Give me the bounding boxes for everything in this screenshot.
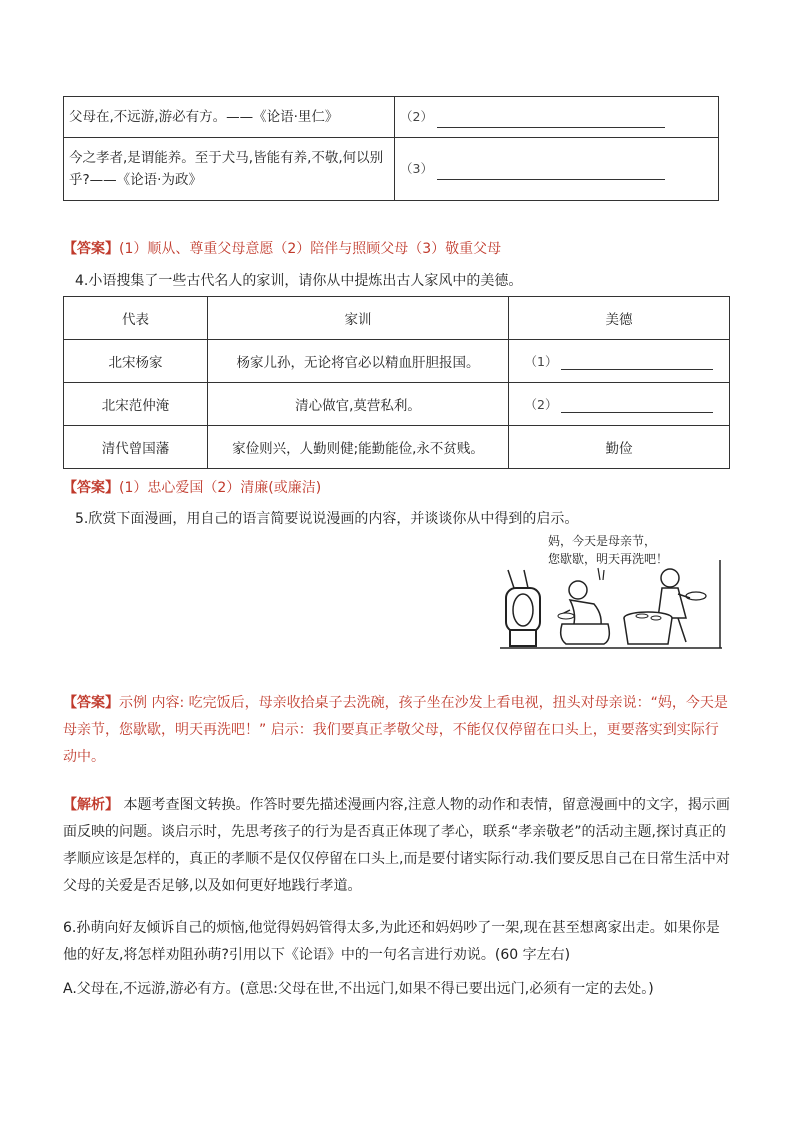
- caption-line: 妈，今天是母亲节，: [548, 534, 657, 548]
- answer-blank[interactable]: [437, 164, 665, 180]
- tv-icon: [506, 570, 540, 646]
- cartoon-illustration: [500, 532, 722, 654]
- cartoon-drawing: [500, 560, 722, 654]
- quote-table: [63, 96, 719, 201]
- blank-number: （1）: [524, 354, 558, 369]
- table-row: [64, 97, 719, 138]
- table-icon: [624, 612, 672, 644]
- analysis-5: [63, 792, 731, 900]
- answer-blank[interactable]: [561, 354, 713, 370]
- table-header-row: [64, 297, 730, 340]
- answer-label: 【答案】: [63, 480, 119, 496]
- caption-line: 您歇歇，明天再洗吧！: [548, 552, 669, 566]
- rep-cell: 清代曾国藩: [64, 426, 208, 469]
- child-figure: [558, 568, 609, 644]
- answer-blank[interactable]: [437, 112, 665, 128]
- table-row: [64, 340, 730, 383]
- motto-cell: 家俭则兴，人勤则健;能勤能俭,永不贫贱。: [208, 426, 509, 469]
- blank-cell: [395, 97, 719, 138]
- blank-number: （2）: [524, 397, 558, 412]
- blank-number: （2）: [400, 109, 433, 124]
- answer-label: 【答案】: [63, 695, 119, 711]
- analysis-text: 本题考查图文转换。作答时要先描述漫画内容,注意人物的动作和表情，留意漫画中的文字，揭示画面反映的问题。谈启示时，先思考孩子的行为是否真正体现了孝心，联系“孝亲敬老”的活动主题,探讨真正的孝顺应该是怎样的，真正的孝顺不是仅仅停留在口头上,而是要付诸实际行动.我们要反思自己在日常生活中对父母的关爱是否足够,以及如何更好地践行孝道。: [63, 797, 730, 894]
- header-rep: 代表: [64, 297, 208, 340]
- table-row: [64, 426, 730, 469]
- blank-cell: [395, 138, 719, 201]
- answer-text: 示例 内容: 吃完饭后，母亲收拾桌子去洗碗，孩子坐在沙发上看电视，扭头对母亲说：“妈，今天是母亲节，您歇歇，明天再洗吧！” 启示：我们要真正孝敬父母，不能仅仅停留在口头上，更要落实到实际行动中。: [63, 695, 728, 765]
- table-row: [64, 138, 719, 201]
- motto-cell: 清心做官,莫营私利。: [208, 383, 509, 426]
- question-4: 4.小语搜集了一些古代名人的家训，请你从中提炼出古人家风中的美德。: [75, 273, 523, 289]
- header-motto: 家训: [208, 297, 509, 340]
- rep-cell: 北宋杨家: [64, 340, 208, 383]
- analysis-label: 【解析】: [63, 797, 119, 813]
- virtue-cell: [509, 340, 730, 383]
- virtue-cell: 勤俭: [509, 426, 730, 469]
- quote-cell: 父母在,不远游,游必有方。——《论语·里仁》: [64, 97, 395, 138]
- quote-cell: 今之孝者,是谓能养。至于犬马,皆能有养,不敬,何以别乎?——《论语·为政》: [64, 138, 395, 201]
- virtue-cell: [509, 383, 730, 426]
- table-row: [64, 383, 730, 426]
- answer-3: [63, 236, 731, 263]
- answer-5: [63, 690, 731, 771]
- answer-label: 【答案】: [63, 241, 119, 257]
- header-virtue: 美德: [509, 297, 730, 340]
- family-motto-table: [63, 296, 730, 469]
- answer-text: (1）顺从、尊重父母意愿（2）陪伴与照顾父母（3）敬重父母: [119, 241, 502, 257]
- answer-blank[interactable]: [561, 397, 713, 413]
- blank-number: （3）: [400, 161, 433, 176]
- answer-4: [63, 475, 731, 502]
- question-5: 5.欣赏下面漫画，用自己的语言简要说说漫画的内容，并谈谈你从中得到的启示。: [75, 511, 579, 527]
- motto-cell: 杨家儿孙，无论将官必以精血肝胆报国。: [208, 340, 509, 383]
- rep-cell: 北宋范仲淹: [64, 383, 208, 426]
- question-6: 6.孙萌向好友倾诉自己的烦恼,他觉得妈妈管得太多,为此还和妈妈吵了一架,现在甚至想离家出走。如果你是他的好友,将怎样劝阻孙萌?引用以下《论语》中的一句名言进行劝说。(60 字左右): [63, 920, 720, 963]
- option-a: A.父母在,不远游,游必有方。(意思:父母在世,不出远门,如果不得已要出远门,必须有一定的去处。): [63, 981, 654, 997]
- answer-text: (1）忠心爱国（2）清廉(或廉洁): [119, 480, 322, 496]
